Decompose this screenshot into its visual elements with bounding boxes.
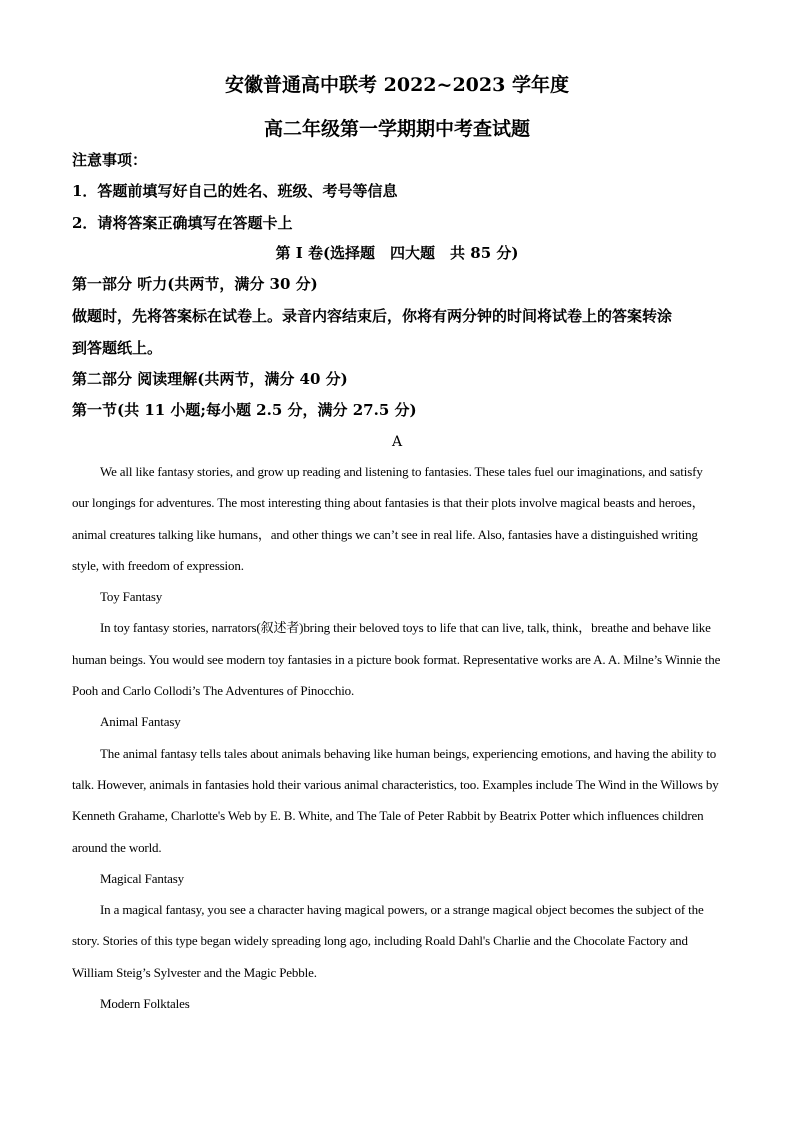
notice-item: 1．答题前填写好自己的姓名、班级、考号等信息	[72, 182, 398, 200]
paragraph: In a magical fantasy, you see a character having magical powers, or a strange magical object becomes the subject of the story. Stories of this type began widely spreading long ago, including Roald Dahl's Charlie and the Chocolate Factory and William Steig’s Sylvester and the Magic Pebble.	[72, 902, 704, 980]
subheading: Modern Folktales	[100, 996, 190, 1012]
part2-heading: 第二部分 阅读理解(共两节，满分 40 分)	[72, 370, 348, 388]
passage-body	[72, 456, 722, 1019]
paragraph: In toy fantasy stories, narrators(叙述者)bring their beloved toys to life that can live, talk, think，breathe and behave like human beings. You would see modern toy fantasies in a picture book format. Representative works are A. A. Milne’s Winnie the Pooh and Carlo Collodi’s The Adventures of Pinocchio.	[72, 620, 721, 699]
passage-label: A	[391, 434, 403, 450]
notice-item: 2．请将答案正确填写在答题卡上	[72, 214, 293, 232]
subheading: Animal Fantasy	[100, 714, 181, 730]
notice-heading: 注意事项：	[72, 151, 148, 169]
subheading: Magical Fantasy	[100, 870, 185, 886]
part1-heading: 第一部分 听力(共两节，满分 30 分)	[72, 275, 318, 293]
exam-title: 安徽普通高中联考 2022~2023 学年度	[225, 74, 569, 96]
paragraph: The animal fantasy tells tales about animals behaving like human beings, experiencing emotions, and having the ability to talk. However, animals in fantasies hold their various animal characteristics, too. Examples include The Wind in the Willows by Kenneth Grahame, Charlotte's Web by E. B. White, and The Tale of Peter Rabbit by Beatrix Potter which influences children around the world.	[72, 745, 719, 855]
part1-instruction: 做题时，先将答案标在试卷上。录音内容结束后，你将有两分钟的时间将试卷上的答案转涂	[72, 307, 673, 325]
subheading: Toy Fantasy	[100, 589, 163, 605]
part1-instruction-cont: 到答题纸上。	[72, 339, 163, 357]
volume-title: 第 I 卷(选择题 四大题 共 85 分)	[275, 244, 519, 262]
paragraph: We all like fantasy stories, and grow up reading and listening to fantasies. These tales fuel our imaginations, and satisfy our longings for adventures. The most interesting thing about fantasies is that their plots involve magical beasts and heroes，animal creatures talking like humans，and other things we can’t see in real life. Also, fantasies have a distinguished writing style, with freedom of expression.	[72, 464, 705, 573]
section1-heading: 第一节(共 11 小题;每小题 2.5 分，满分 27.5 分)	[72, 401, 417, 419]
exam-subtitle: 高二年级第一学期期中考查试题	[263, 118, 530, 140]
